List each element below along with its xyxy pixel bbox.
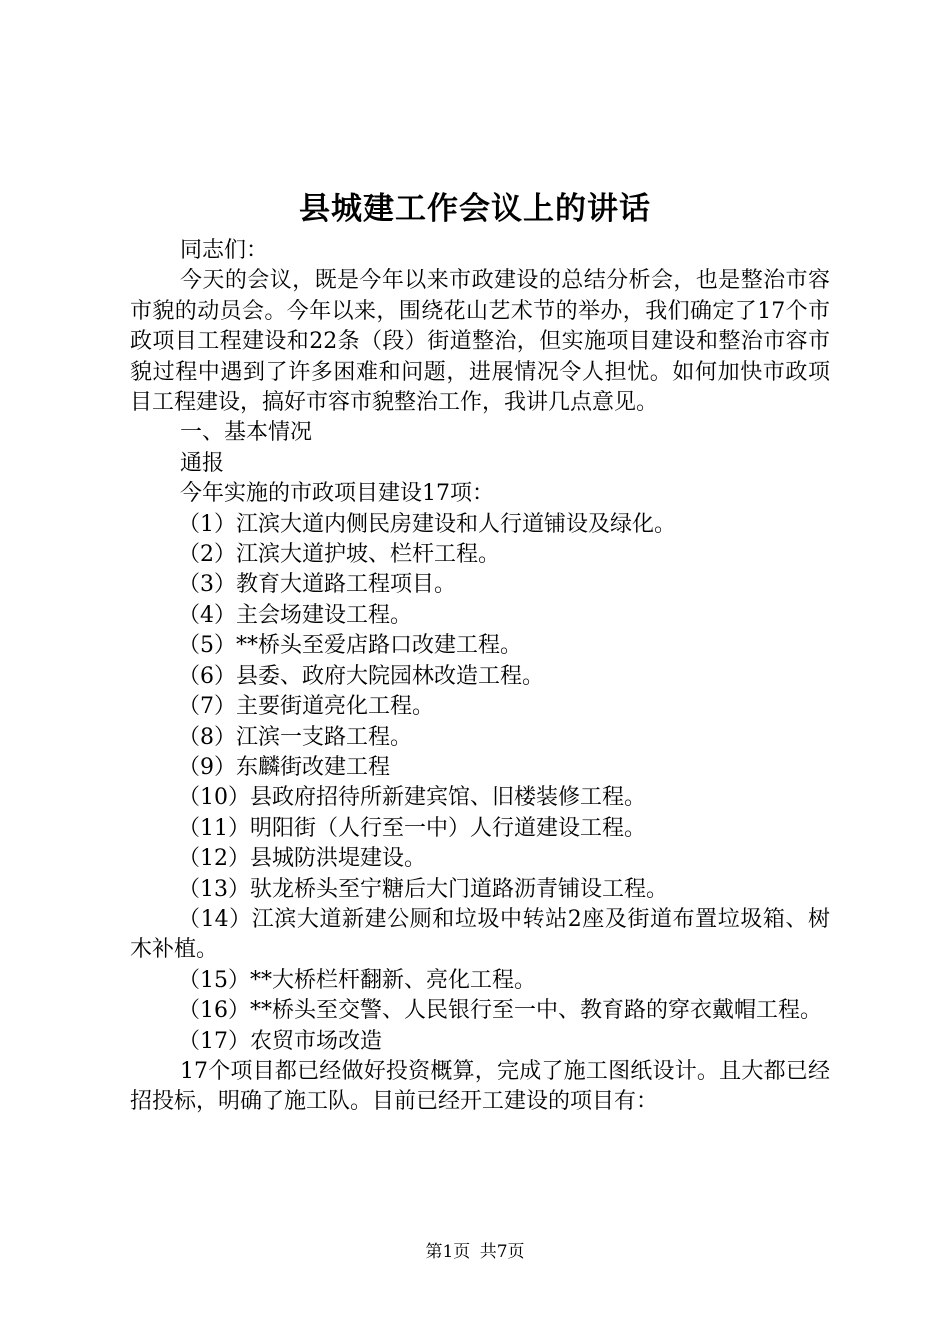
list-item: （9）东麟街改建工程 <box>178 754 390 780</box>
intro-paragraph: 今天的会议，既是今年以来市政建设的总结分析会，也是整治市容市貌的动员会。今年以来，围绕花山艺术节的举办，我们确定了17个市政项目工程建设和22条（段）街道整治，但实施项目建设和整治市容市貌过程中遇到了许多困难和问题，进展情况令人担忧。如何加快市政项目工程建设，搞好市容市貌整治工作，我讲几点意见。 <box>130 268 830 416</box>
subheading: 通报 <box>180 450 225 476</box>
list-item: （2）江滨大道护坡、栏杆工程。 <box>178 542 500 568</box>
page-footer <box>0 1240 950 1264</box>
section-heading: 一、基本情况 <box>180 420 313 446</box>
list-item: （16）**桥头至交警、人民银行至一中、教育路的穿衣戴帽工程。 <box>178 998 822 1024</box>
list-item: （4）主会场建设工程。 <box>178 602 412 628</box>
list-item: （15）**大桥栏杆翻新、亮化工程。 <box>178 967 536 993</box>
list-item: （17）农贸市场改造 <box>178 1028 382 1054</box>
list-item: （5）**桥头至爱店路口改建工程。 <box>178 633 522 659</box>
list-item: （12）县城防洪堤建设。 <box>178 846 426 872</box>
document-body <box>130 236 830 1118</box>
closing-paragraph: 17个项目都已经做好投资概算，完成了施工图纸设计。且大都已经招投标，明确了施工队。目前已经开工建设的项目有： <box>130 1058 830 1115</box>
list-item: （6）县委、政府大院园林改造工程。 <box>178 663 544 689</box>
list-item: （13）驮龙桥头至宁糖后大门道路沥青铺设工程。 <box>178 876 668 902</box>
page-number: 第1页 <box>425 1242 471 1262</box>
list-item: （1）江滨大道内侧民房建设和人行道铺设及绿化。 <box>178 511 676 537</box>
document-title: 县城建工作会议上的讲话 <box>299 191 651 227</box>
list-item: （3）教育大道路工程项目。 <box>178 572 456 598</box>
list-item: （7）主要街道亮化工程。 <box>178 694 434 720</box>
page-total: 共7页 <box>479 1242 525 1262</box>
greeting: 同志们： <box>180 238 269 263</box>
list-item: （14）江滨大道新建公厕和垃圾中转站2座及街道布置垃圾箱、树木补植。 <box>130 906 830 963</box>
list-item: （8）江滨一支路工程。 <box>178 724 412 750</box>
list-intro: 今年实施的市政项目建设17项： <box>180 481 494 507</box>
list-item: （10）县政府招待所新建宾馆、旧楼装修工程。 <box>178 785 646 811</box>
list-item: （11）明阳街（人行至一中）人行道建设工程。 <box>178 815 646 841</box>
